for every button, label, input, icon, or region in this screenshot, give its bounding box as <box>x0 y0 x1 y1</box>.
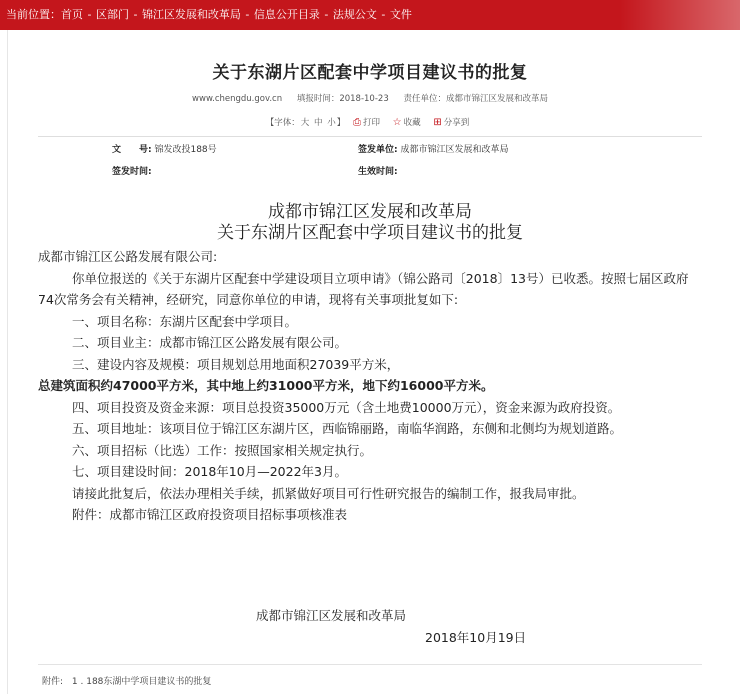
print-label: 打印 <box>362 118 380 128</box>
breadcrumb-home-link[interactable]: 首页 <box>61 8 83 21</box>
signature-date: 2018年10月19日 <box>425 630 527 645</box>
salutation: 成都市锦江区公路发展有限公司: <box>38 249 218 264</box>
article-meta <box>0 92 740 104</box>
issuing-unit-label: 签发单位: <box>358 145 398 155</box>
favorite-button[interactable] <box>393 118 421 128</box>
font-medium-button[interactable]: 中 <box>313 118 323 128</box>
article-toolbar <box>0 116 740 128</box>
document-body <box>38 246 702 526</box>
doc-number <box>112 142 217 155</box>
font-size-close: 】 <box>336 118 346 128</box>
breadcrumb-separator: - <box>129 8 141 21</box>
page-title: 关于东湖片区配套中学项目建议书的批复 <box>212 63 528 83</box>
favorite-label: 收藏 <box>403 118 421 128</box>
signature-organization: 成都市锦江区发展和改革局 <box>256 608 407 623</box>
breadcrumb-bureau-link[interactable]: 锦江区发展和改革局 <box>141 8 241 21</box>
doc-number-label: 文 号: <box>112 145 152 155</box>
item-investment: 四、项目投资及资金来源：项目总投资35000万元（含土地费10000万元），资金来源为政府投资。 <box>72 399 621 415</box>
font-size-label: 【字体： <box>265 118 300 128</box>
topbar-decoration <box>620 0 740 30</box>
printer-icon: ⎙ <box>352 117 361 128</box>
document-heading <box>0 202 740 244</box>
breadcrumb-separator: - <box>320 8 332 21</box>
breadcrumb-regulations-link[interactable]: 法规公文 <box>332 8 377 21</box>
publish-date: 填报时间：2018-10-23 <box>296 94 389 104</box>
star-icon: ☆ <box>392 117 402 128</box>
breadcrumb-separator: - <box>377 8 389 21</box>
effective-time <box>358 164 398 177</box>
attachment-note: 附件：成都市锦江区政府投资项目招标事项核准表 <box>72 507 348 522</box>
font-small-button[interactable]: 小 <box>327 118 336 128</box>
breadcrumb <box>0 0 740 30</box>
issue-time <box>112 164 152 177</box>
attachment-link[interactable]: 1 . 188东湖中学项目建议书的批复 <box>71 677 212 687</box>
issuing-organization: 成都市锦江区发展和改革局 <box>268 202 472 222</box>
print-button[interactable] <box>353 118 380 128</box>
breadcrumb-files-link[interactable]: 文件 <box>389 8 412 21</box>
font-large-button[interactable]: 大 <box>300 118 310 128</box>
attachments-label: 附件: <box>42 677 64 687</box>
breadcrumb-separator: - <box>84 8 95 21</box>
item-tendering: 六、项目招标（比选）工作：按照国家相关规定执行。 <box>72 442 373 458</box>
item-schedule: 七、项目建设时间：2018年10月—2022年3月。 <box>72 464 347 479</box>
breadcrumb-disclosure-link[interactable]: 信息公开目录 <box>253 8 320 21</box>
doc-number-value: 锦发改投188号 <box>154 145 217 155</box>
attachments <box>42 674 211 687</box>
item-construction-area: 总建筑面积约47000平方米，其中地上约31000平方米，地下约16000平方米。 <box>38 378 494 393</box>
paragraph-intro: 你单位报送的《关于东湖片区配套中学建设项目立项申请》（锦公路司〔2018〕13号）已收悉。按照七届区政府74次常务会有关精神，经研究，同意你单位的申请，现将有关事项批复如下: <box>38 270 689 307</box>
item-construction-scope: 三、建设内容及规模：项目规划总用地面积27039平方米， <box>72 356 400 372</box>
attachments-divider <box>38 664 702 665</box>
breadcrumb-departments-link[interactable]: 区部门 <box>95 8 129 21</box>
document-title: 关于东湖片区配套中学项目建议书的批复 <box>217 223 523 243</box>
share-button[interactable] <box>433 118 469 128</box>
closing-paragraph: 请接此批复后，依法办理相关手续，抓紧做好项目可行性研究报告的编制工作，报我局审批。 <box>72 485 585 501</box>
share-icon: ⊞ <box>433 117 442 128</box>
issuing-unit <box>358 142 509 155</box>
effective-time-label: 生效时间: <box>358 167 398 177</box>
share-label: 分享到 <box>443 118 470 128</box>
issuing-unit-value: 成都市锦江区发展和改革局 <box>400 145 509 155</box>
breadcrumb-separator: - <box>241 8 253 21</box>
item-project-name: 一、项目名称：东湖片区配套中学项目。 <box>72 313 298 329</box>
responsible-unit: 责任单位：成都市锦江区发展和改革局 <box>403 94 548 104</box>
source-site: www.chengdu.gov.cn <box>192 94 283 104</box>
issue-time-label: 签发时间: <box>112 167 152 177</box>
item-location: 五、项目地址：该项目位于锦江区东湖片区，西临锦丽路，南临华润路，东侧和北侧均为规划道路。 <box>72 421 623 436</box>
item-project-owner: 二、项目业主：成都市锦江区公路发展有限公司。 <box>72 335 348 350</box>
breadcrumb-label: 当前位置： <box>6 8 61 21</box>
header-divider <box>38 136 702 137</box>
